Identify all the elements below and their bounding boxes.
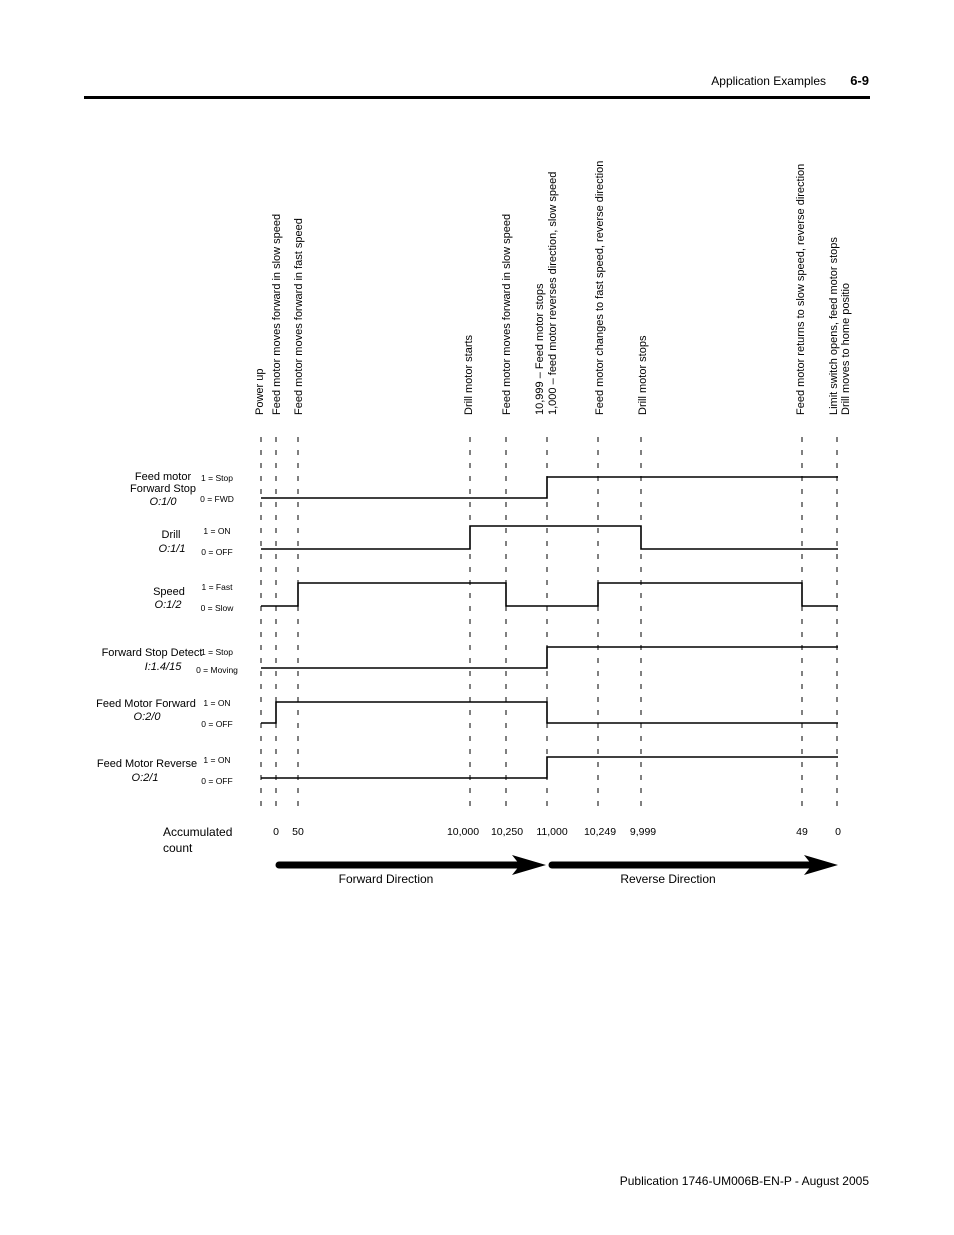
signal-name: Drill — [161, 529, 181, 541]
event-label: 10,999 – Feed motor stops — [534, 283, 546, 415]
event-labels — [254, 161, 852, 415]
section-title: Application Examples — [711, 74, 826, 88]
signal-address: O:2/0 — [133, 711, 161, 723]
signal-name: Feed Motor Forward — [96, 698, 196, 710]
event-label: Power up — [254, 368, 266, 415]
count-value: 11,000 — [536, 826, 568, 838]
waveform — [261, 757, 838, 778]
waveform — [261, 583, 838, 606]
low-state-label: 0 = OFF — [201, 776, 233, 786]
forward-direction-label: Forward Direction — [338, 872, 434, 886]
signal-address: I:1.4/15 — [144, 661, 182, 673]
low-state-label: 0 = OFF — [201, 547, 233, 557]
event-label: Feed motor moves forward in fast speed — [293, 218, 305, 415]
event-label: Feed motor returns to slow speed, reverse direction — [795, 163, 807, 415]
signal-name: Feed motor — [134, 471, 192, 483]
count-value: 10,250 — [490, 826, 524, 838]
reverse-direction-label: Reverse Direction — [620, 872, 716, 886]
signal-address: O:1/0 — [149, 496, 177, 508]
event-label: 1,000 – feed motor reverses direction, slow speed — [547, 171, 559, 415]
event-label: Drill moves to home positio — [840, 282, 852, 415]
publication-footer: Publication 1746-UM006B-EN-P - August 2005 — [619, 1174, 869, 1188]
count-value: 49 — [796, 826, 808, 838]
signal-address: O:1/2 — [154, 599, 182, 611]
event-label: Limit switch opens, feed motor stops — [828, 237, 840, 415]
event-label: Feed motor moves forward in slow speed — [271, 213, 283, 415]
low-state-label: 0 = Moving — [196, 665, 238, 675]
low-state-label: 0 = FWD — [200, 494, 234, 504]
count-value: 50 — [292, 826, 304, 838]
low-state-label: 0 = OFF — [201, 719, 233, 729]
count-value: 0 — [273, 826, 279, 838]
signal-address: O:1/1 — [158, 543, 186, 555]
signal-row — [97, 755, 838, 786]
high-state-label: 1 = Fast — [201, 582, 233, 592]
direction-arrows — [279, 855, 838, 886]
signal-name: Forward Stop Detect — [101, 647, 203, 659]
high-state-label: 1 = Stop — [201, 647, 233, 657]
high-state-label: 1 = ON — [203, 698, 231, 708]
waveform — [261, 702, 838, 723]
count-value: 10,249 — [583, 826, 617, 838]
signal-name: Feed Motor Reverse — [96, 758, 198, 770]
event-label: Drill motor stops — [637, 335, 649, 415]
accumulated-label: count — [163, 841, 193, 855]
event-label: Feed motor changes to fast speed, reverse direction — [594, 160, 606, 415]
count-value: 9,999 — [629, 826, 657, 838]
event-label: Drill motor starts — [463, 334, 475, 415]
high-state-label: 1 = ON — [203, 526, 231, 536]
signal-name: Speed — [153, 586, 185, 598]
waveform — [261, 647, 838, 668]
high-state-label: 1 = Stop — [201, 473, 233, 483]
page-number: 6-9 — [850, 73, 869, 88]
signal-row — [153, 582, 838, 613]
count-value: 10,000 — [446, 826, 480, 838]
count-value: 0 — [835, 826, 841, 838]
signal-row — [159, 526, 838, 557]
waveform — [261, 477, 838, 498]
signal-rows — [96, 471, 838, 786]
signal-name: Forward Stop — [129, 483, 197, 495]
high-state-label: 1 = ON — [203, 755, 231, 765]
signal-row — [96, 698, 838, 729]
accumulated-label: Accumulated — [163, 825, 233, 839]
low-state-label: 0 = Slow — [200, 603, 234, 613]
signal-address: O:2/1 — [131, 772, 159, 784]
accumulated-counts — [163, 825, 841, 855]
signal-row — [130, 471, 838, 508]
waveform — [261, 526, 838, 549]
event-label: Feed motor moves forward in slow speed — [501, 213, 513, 415]
